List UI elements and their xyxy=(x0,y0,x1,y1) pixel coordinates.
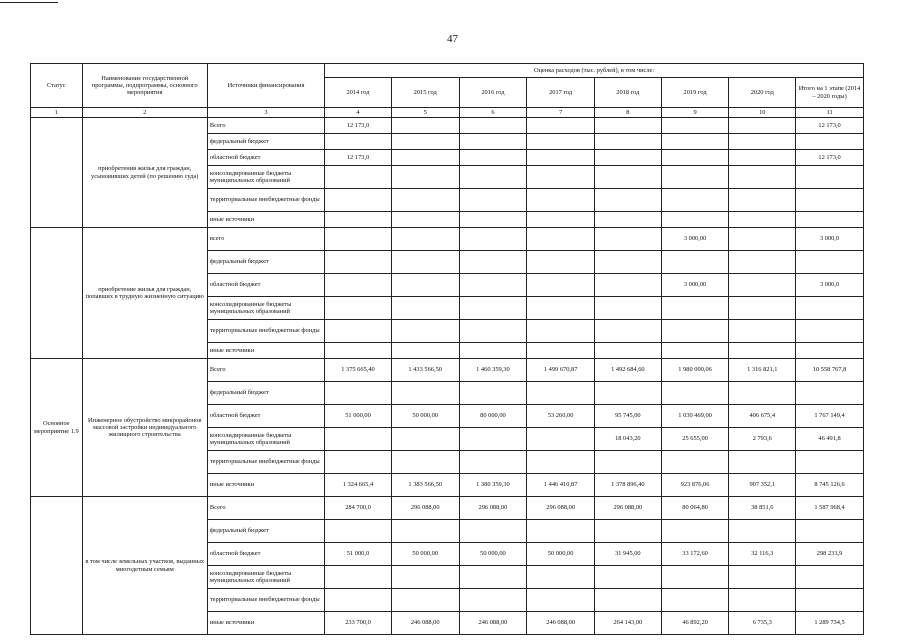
amount-cell xyxy=(391,134,459,150)
amount-cell: 8 745 126,6 xyxy=(796,474,864,497)
amount-cell: 10 558 767,8 xyxy=(796,359,864,382)
amount-cell xyxy=(661,320,729,343)
amount-cell xyxy=(595,274,662,297)
amount-cell xyxy=(527,566,595,589)
amount-cell xyxy=(325,189,392,212)
amount-cell: 50 000,00 xyxy=(391,543,459,566)
amount-cell xyxy=(661,566,729,589)
amount-cell xyxy=(459,150,527,166)
amount-cell: 1 383 566,50 xyxy=(391,474,459,497)
amount-cell xyxy=(729,343,796,359)
column-number: 4 xyxy=(325,108,392,118)
funding-source-cell: областной бюджет xyxy=(207,274,324,297)
amount-cell: 1 375 665,40 xyxy=(325,359,392,382)
amount-cell: 1 980 000,06 xyxy=(661,359,729,382)
amount-cell: 246 088,00 xyxy=(391,612,459,635)
header-source: Источники финансирования xyxy=(207,64,324,108)
amount-cell xyxy=(391,166,459,189)
amount-cell xyxy=(325,320,392,343)
amount-cell xyxy=(527,274,595,297)
table-row xyxy=(31,118,864,134)
amount-cell xyxy=(459,189,527,212)
amount-cell xyxy=(661,251,729,274)
amount-cell xyxy=(527,320,595,343)
amount-cell xyxy=(796,251,864,274)
funding-source-cell: консолидированные бюджеты муниципальных образований xyxy=(207,566,324,589)
amount-cell xyxy=(796,566,864,589)
amount-cell: 296 088,00 xyxy=(527,497,595,520)
amount-cell: 3 000,0 xyxy=(796,274,864,297)
column-number: 7 xyxy=(527,108,595,118)
amount-cell xyxy=(729,134,796,150)
amount-cell: 246 088,00 xyxy=(459,612,527,635)
amount-cell: 31 945,00 xyxy=(595,543,662,566)
amount-cell xyxy=(595,343,662,359)
amount-cell xyxy=(796,189,864,212)
amount-cell xyxy=(595,228,662,251)
amount-cell xyxy=(595,118,662,134)
status-cell: Основное мероприятие 1.9 xyxy=(31,359,83,497)
header-year: 2018 год xyxy=(595,78,662,108)
column-number: 11 xyxy=(796,108,864,118)
amount-cell xyxy=(527,297,595,320)
amount-cell xyxy=(325,382,392,405)
column-number: 2 xyxy=(82,108,207,118)
status-cell xyxy=(31,228,83,359)
amount-cell: 53 260,00 xyxy=(527,405,595,428)
status-cell xyxy=(31,118,83,228)
amount-cell: 296 088,00 xyxy=(595,497,662,520)
amount-cell xyxy=(325,134,392,150)
column-number: 6 xyxy=(459,108,527,118)
amount-cell xyxy=(391,428,459,451)
amount-cell xyxy=(661,520,729,543)
amount-cell xyxy=(729,166,796,189)
amount-cell xyxy=(595,520,662,543)
amount-cell xyxy=(661,166,729,189)
amount-cell xyxy=(796,451,864,474)
amount-cell xyxy=(391,212,459,228)
amount-cell xyxy=(391,274,459,297)
program-name-cell: приобретение жилья для граждан, попавших в трудную жизненную ситуацию xyxy=(82,228,207,359)
amount-cell xyxy=(325,428,392,451)
amount-cell xyxy=(729,189,796,212)
amount-cell xyxy=(391,451,459,474)
amount-cell: 2 793,6 xyxy=(729,428,796,451)
header-year: 2016 год xyxy=(459,78,527,108)
amount-cell xyxy=(325,212,392,228)
amount-cell xyxy=(325,520,392,543)
amount-cell xyxy=(391,589,459,612)
amount-cell xyxy=(459,589,527,612)
amount-cell: 296 088,00 xyxy=(459,497,527,520)
amount-cell xyxy=(527,118,595,134)
amount-cell xyxy=(796,320,864,343)
amount-cell: 33 172,60 xyxy=(661,543,729,566)
program-name-cell: Инженерное обустройство микрорайонов массовой застройки индивидуального жилищного строительства xyxy=(82,359,207,497)
amount-cell: 1 030 469,00 xyxy=(661,405,729,428)
amount-cell xyxy=(729,297,796,320)
amount-cell xyxy=(459,520,527,543)
amount-cell xyxy=(459,451,527,474)
amount-cell xyxy=(325,451,392,474)
amount-cell xyxy=(527,212,595,228)
amount-cell xyxy=(595,189,662,212)
amount-cell xyxy=(325,251,392,274)
funding-source-cell: областной бюджет xyxy=(207,150,324,166)
amount-cell xyxy=(595,297,662,320)
amount-cell xyxy=(527,343,595,359)
amount-cell xyxy=(459,212,527,228)
header-name: Наименование государственной программы, подпрограммы, основного мероприятия xyxy=(82,64,207,108)
amount-cell xyxy=(729,520,796,543)
amount-cell xyxy=(729,382,796,405)
amount-cell xyxy=(595,150,662,166)
amount-cell: 50 000,00 xyxy=(391,405,459,428)
amount-cell: 1 433 566,50 xyxy=(391,359,459,382)
funding-source-cell: федеральный бюджет xyxy=(207,520,324,543)
amount-cell: 907 352,1 xyxy=(729,474,796,497)
amount-cell: 12 173,0 xyxy=(325,118,392,134)
amount-cell xyxy=(459,343,527,359)
amount-cell xyxy=(796,382,864,405)
top-rule xyxy=(0,2,58,3)
amount-cell xyxy=(729,274,796,297)
amount-cell: 25 655,00 xyxy=(661,428,729,451)
amount-cell: 46 892,20 xyxy=(661,612,729,635)
amount-cell xyxy=(391,251,459,274)
amount-cell: 6 735,3 xyxy=(729,612,796,635)
amount-cell: 1 446 410,87 xyxy=(527,474,595,497)
amount-cell xyxy=(459,297,527,320)
amount-cell xyxy=(595,134,662,150)
column-number: 10 xyxy=(729,108,796,118)
amount-cell xyxy=(527,150,595,166)
page-number: 47 xyxy=(447,33,458,45)
header-status: Статус xyxy=(31,64,83,108)
funding-source-cell: Всего xyxy=(207,359,324,382)
amount-cell xyxy=(459,428,527,451)
amount-cell: 296 088,00 xyxy=(391,497,459,520)
amount-cell xyxy=(796,134,864,150)
funding-source-cell: консолидированные бюджеты муниципальных образований xyxy=(207,297,324,320)
amount-cell xyxy=(527,228,595,251)
amount-cell xyxy=(527,520,595,543)
amount-cell xyxy=(595,320,662,343)
amount-cell xyxy=(729,150,796,166)
program-name-cell: приобретения жилья для граждан, усыновивших детей (по решению суда) xyxy=(82,118,207,228)
amount-cell xyxy=(527,251,595,274)
amount-cell xyxy=(527,589,595,612)
amount-cell xyxy=(796,212,864,228)
funding-source-cell: территориальные внебюджетные фонды xyxy=(207,320,324,343)
amount-cell xyxy=(595,566,662,589)
amount-cell xyxy=(459,251,527,274)
amount-cell xyxy=(459,118,527,134)
funding-source-cell: Всего xyxy=(207,497,324,520)
amount-cell: 12 173,0 xyxy=(325,150,392,166)
amount-cell xyxy=(661,343,729,359)
header-year: 2019 год xyxy=(661,78,729,108)
funding-source-cell: Всего xyxy=(207,118,324,134)
amount-cell xyxy=(527,134,595,150)
column-number: 9 xyxy=(661,108,729,118)
amount-cell xyxy=(661,451,729,474)
header-year: 2015 год xyxy=(391,78,459,108)
funding-source-cell: иные источники xyxy=(207,474,324,497)
funding-source-cell: консолидированные бюджеты муниципальных образований xyxy=(207,428,324,451)
funding-source-cell: иные источники xyxy=(207,212,324,228)
amount-cell xyxy=(391,228,459,251)
table-row xyxy=(31,497,864,520)
amount-cell xyxy=(796,520,864,543)
amount-cell xyxy=(459,566,527,589)
amount-cell xyxy=(391,118,459,134)
amount-cell xyxy=(391,150,459,166)
amount-cell xyxy=(325,297,392,320)
amount-cell: 298 233,9 xyxy=(796,543,864,566)
funding-source-cell: федеральный бюджет xyxy=(207,251,324,274)
amount-cell xyxy=(595,382,662,405)
amount-cell: 3 000,0 xyxy=(796,228,864,251)
amount-cell xyxy=(391,343,459,359)
table-row xyxy=(31,359,864,382)
header-estimate: Оценка расходов (тыс. рублей), в том числе: xyxy=(325,64,864,78)
amount-cell xyxy=(325,228,392,251)
amount-cell xyxy=(661,297,729,320)
header-year: 2017 год xyxy=(527,78,595,108)
header-year: 2014 год xyxy=(325,78,392,108)
amount-cell: 406 675,4 xyxy=(729,405,796,428)
amount-cell xyxy=(459,274,527,297)
amount-cell: 18 043,20 xyxy=(595,428,662,451)
amount-cell: 50 000,00 xyxy=(459,543,527,566)
table-row xyxy=(31,228,864,251)
amount-cell: 12 173,0 xyxy=(796,150,864,166)
amount-cell: 1 499 670,87 xyxy=(527,359,595,382)
amount-cell: 1 324 665,4 xyxy=(325,474,392,497)
amount-cell xyxy=(729,118,796,134)
amount-cell: 50 000,00 xyxy=(527,543,595,566)
amount-cell xyxy=(325,343,392,359)
amount-cell: 1 492 684,60 xyxy=(595,359,662,382)
amount-cell xyxy=(661,189,729,212)
amount-cell: 246 088,00 xyxy=(527,612,595,635)
amount-cell xyxy=(729,320,796,343)
program-name-cell: в том числе земельных участков, выданных многодетным семьям xyxy=(82,497,207,635)
amount-cell: 51 000,00 xyxy=(325,405,392,428)
amount-cell xyxy=(391,382,459,405)
amount-cell xyxy=(595,589,662,612)
column-number: 3 xyxy=(207,108,324,118)
amount-cell xyxy=(661,150,729,166)
amount-cell: 3 000,00 xyxy=(661,274,729,297)
amount-cell xyxy=(459,228,527,251)
amount-cell: 1 316 821,1 xyxy=(729,359,796,382)
amount-cell xyxy=(527,428,595,451)
amount-cell: 95 745,00 xyxy=(595,405,662,428)
column-number: 5 xyxy=(391,108,459,118)
amount-cell xyxy=(796,589,864,612)
funding-source-cell: всего xyxy=(207,228,324,251)
column-number: 8 xyxy=(595,108,662,118)
header-total: Итого на 1 этапе (2014 – 2020 годы) xyxy=(796,78,864,108)
amount-cell: 233 700,0 xyxy=(325,612,392,635)
amount-cell xyxy=(595,212,662,228)
amount-cell xyxy=(796,297,864,320)
amount-cell xyxy=(729,566,796,589)
amount-cell: 80 064,80 xyxy=(661,497,729,520)
funding-source-cell: федеральный бюджет xyxy=(207,382,324,405)
amount-cell xyxy=(729,451,796,474)
amount-cell: 51 000,0 xyxy=(325,543,392,566)
funding-source-cell: иные источники xyxy=(207,612,324,635)
amount-cell xyxy=(729,251,796,274)
funding-source-cell: территориальные внебюджетные фонды xyxy=(207,189,324,212)
status-cell xyxy=(31,497,83,635)
amount-cell: 1 460 359,30 xyxy=(459,359,527,382)
amount-cell xyxy=(661,589,729,612)
amount-cell: 264 143,00 xyxy=(595,612,662,635)
amount-cell xyxy=(459,134,527,150)
budget-table xyxy=(30,63,864,635)
header-year: 2020 год xyxy=(729,78,796,108)
amount-cell xyxy=(796,166,864,189)
amount-cell: 1 378 896,40 xyxy=(595,474,662,497)
amount-cell xyxy=(325,566,392,589)
amount-cell xyxy=(391,297,459,320)
amount-cell xyxy=(391,320,459,343)
amount-cell xyxy=(661,382,729,405)
amount-cell xyxy=(527,382,595,405)
amount-cell xyxy=(459,166,527,189)
amount-cell xyxy=(729,228,796,251)
amount-cell xyxy=(527,166,595,189)
amount-cell: 80 000,00 xyxy=(459,405,527,428)
amount-cell xyxy=(325,166,392,189)
funding-source-cell: областной бюджет xyxy=(207,543,324,566)
funding-source-cell: федеральный бюджет xyxy=(207,134,324,150)
amount-cell xyxy=(595,166,662,189)
amount-cell: 1 587 968,4 xyxy=(796,497,864,520)
amount-cell xyxy=(595,451,662,474)
amount-cell xyxy=(391,566,459,589)
amount-cell xyxy=(729,589,796,612)
amount-cell: 46 491,8 xyxy=(796,428,864,451)
amount-cell xyxy=(796,343,864,359)
amount-cell: 1 380 359,30 xyxy=(459,474,527,497)
column-number: 1 xyxy=(31,108,83,118)
amount-cell xyxy=(391,189,459,212)
amount-cell xyxy=(391,520,459,543)
amount-cell: 1 289 734,5 xyxy=(796,612,864,635)
amount-cell: 1 767 149,4 xyxy=(796,405,864,428)
funding-source-cell: территориальные внебюджетные фонды xyxy=(207,589,324,612)
amount-cell xyxy=(661,118,729,134)
amount-cell xyxy=(595,251,662,274)
amount-cell xyxy=(729,212,796,228)
amount-cell xyxy=(527,451,595,474)
amount-cell: 38 851,6 xyxy=(729,497,796,520)
amount-cell: 3 000,00 xyxy=(661,228,729,251)
amount-cell xyxy=(459,382,527,405)
amount-cell xyxy=(459,320,527,343)
amount-cell xyxy=(325,274,392,297)
funding-source-cell: областной бюджет xyxy=(207,405,324,428)
amount-cell xyxy=(325,589,392,612)
amount-cell xyxy=(661,134,729,150)
funding-source-cell: консолидированные бюджеты муниципальных образований xyxy=(207,166,324,189)
amount-cell: 923 876,06 xyxy=(661,474,729,497)
amount-cell: 32 116,3 xyxy=(729,543,796,566)
funding-source-cell: иные источники xyxy=(207,343,324,359)
amount-cell xyxy=(527,189,595,212)
amount-cell: 284 700,0 xyxy=(325,497,392,520)
amount-cell: 12 173,0 xyxy=(796,118,864,134)
funding-source-cell: территориальные внебюджетные фонды xyxy=(207,451,324,474)
amount-cell xyxy=(661,212,729,228)
